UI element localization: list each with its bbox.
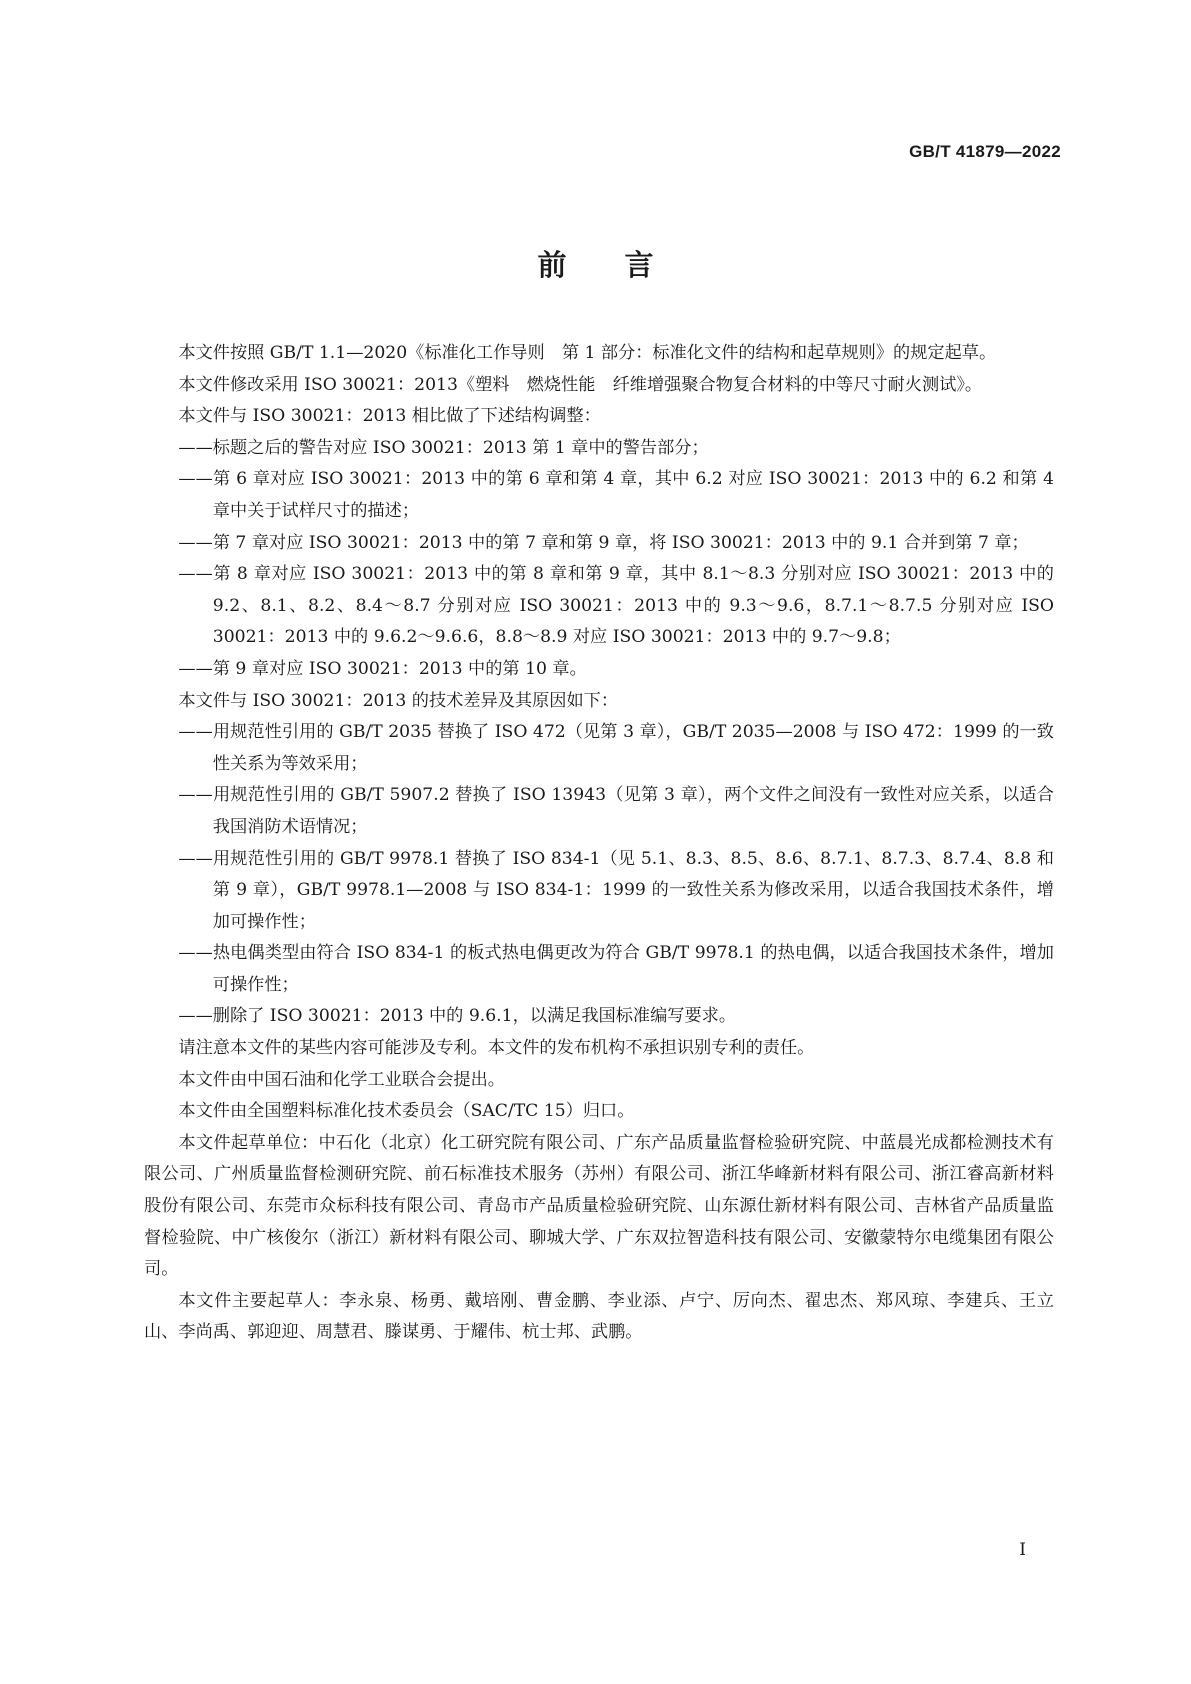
document-body: [144, 338, 1054, 1349]
list-item: ——用规范性引用的 GB/T 9978.1 替换了 ISO 834-1（见 5.1、8.3、8.5、8.6、8.7.1、8.7.3、8.7.4、8.8 和第 9 章），GB/T 9978.1—2008 与 ISO 834-1：1999 的一致性关系为修改采用，以适合我国技术条件，增加可操作性；: [178, 848, 1054, 932]
paragraph: 本文件修改采用 ISO 30021：2013《塑料 燃烧性能 纤维增强聚合物复合材料的中等尺寸耐火测试》。: [178, 374, 983, 395]
list-item: ——第 7 章对应 ISO 30021：2013 中的第 7 章和第 9 章，将 ISO 30021：2013 中的 9.1 合并到第 7 章；: [178, 532, 1029, 553]
list-item: ——用规范性引用的 GB/T 2035 替换了 ISO 472（见第 3 章），GB/T 2035—2008 与 ISO 472：1999 的一致性关系为等效采用；: [178, 722, 1054, 774]
paragraph: 本文件起草单位：中石化（北京）化工研究院有限公司、广东产品质量监督检验研究院、中蓝晨光成都检测技术有限公司、广州质量监督检测研究院、前石标准技术服务（苏州）有限公司、浙江华峰新材料有限公司、浙江睿高新材料股份有限公司、东莞市众标科技有限公司、青岛市产品质量检验研究院、山东源仕新材料有限公司、吉林省产品质量监督检验院、中广核俊尔（浙江）新材料有限公司、聊城大学、广东双拉智造科技有限公司、安徽蒙特尔电缆集团有限公司。: [144, 1132, 1054, 1280]
paragraph: 本文件按照 GB/T 1.1—2020《标准化工作导则 第 1 部分：标准化文件的结构和起草规则》的规定起草。: [178, 343, 997, 363]
standard-code: GB/T 41879—2022: [909, 142, 1061, 161]
list-item: ——删除了 ISO 30021：2013 中的 9.6.1，以满足我国标准编写要求。: [178, 1006, 737, 1027]
list-item: ——第 8 章对应 ISO 30021：2013 中的第 8 章和第 9 章，其中 8.1～8.3 分别对应 ISO 30021：2013 中的 9.2、8.1、8.2、8.4～8.7 分别对应 ISO 30021：2013 中的 9.3～9.6，8.7.1～8.7.5 分别对应 ISO 30021：2013 中的 9.6.2～9.6.6，8.8～8.9 对应 ISO 30021：2013 中的 9.7～9.8；: [178, 564, 1054, 648]
paragraph: 本文件由全国塑料标准化技术委员会（SAC/TC 15）归口。: [178, 1101, 635, 1122]
list-item: ——热电偶类型由符合 ISO 834-1 的板式热电偶更改为符合 GB/T 9978.1 的热电偶，以适合我国技术条件，增加可操作性；: [178, 943, 1054, 995]
list-item: ——第 6 章对应 ISO 30021：2013 中的第 6 章和第 4 章，其中 6.2 对应 ISO 30021：2013 中的 6.2 和第 4 章中关于试样尺寸的描述；: [178, 469, 1054, 521]
list-item: ——用规范性引用的 GB/T 5907.2 替换了 ISO 13943（见第 3 章），两个文件之间没有一致性对应关系，以适合我国消防术语情况；: [178, 785, 1054, 837]
paragraph: 本文件主要起草人：李永泉、杨勇、戴培刚、曹金鹏、李业添、卢宁、厉向杰、翟忠杰、郑风琼、李建兵、王立山、李尚禹、郭迎迎、周慧君、滕谋勇、于耀伟、杭士邦、武鹏。: [144, 1290, 1054, 1343]
paragraph: 本文件与 ISO 30021：2013 相比做了下述结构调整：: [178, 406, 601, 427]
paragraph: 本文件由中国石油和化学工业联合会提出。: [178, 1069, 505, 1090]
page-number: Ⅰ: [1019, 1540, 1026, 1560]
paragraph: 请注意本文件的某些内容可能涉及专利。本文件的发布机构不承担识别专利的责任。: [178, 1038, 815, 1059]
list-item: ——标题之后的警告对应 ISO 30021：2013 第 1 章中的警告部分；: [178, 437, 709, 458]
page-title: 前言: [537, 248, 712, 282]
list-item: ——第 9 章对应 ISO 30021：2013 中的第 10 章。: [178, 658, 587, 679]
paragraph: 本文件与 ISO 30021：2013 的技术差异及其原因如下：: [178, 690, 619, 711]
